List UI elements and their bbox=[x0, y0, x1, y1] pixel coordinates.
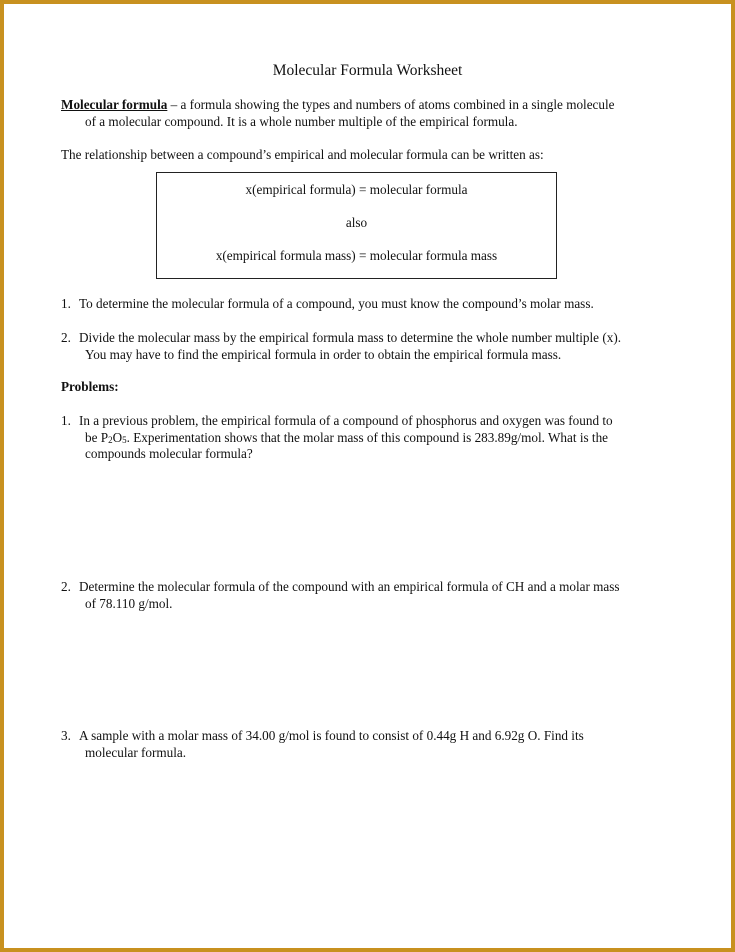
definition-line-1 bbox=[61, 97, 681, 114]
problem-number: 3. bbox=[61, 728, 71, 743]
definition-term: Molecular formula bbox=[61, 97, 168, 112]
problem-text-continued bbox=[61, 430, 691, 447]
problem-text-continued: of 78.110 g/mol. bbox=[85, 595, 173, 611]
problem-2 bbox=[61, 579, 691, 612]
problem-text: A sample with a molar mass of 34.00 g/mol is found to consist of 0.44g H and 6.92g O. Find its bbox=[79, 728, 584, 743]
note-1 bbox=[61, 296, 691, 313]
definition-line-2: of a molecular compound. It is a whole number multiple of the empirical formula. bbox=[85, 113, 518, 129]
note-text-continued: You may have to find the empirical formula in order to obtain the empirical formula mass. bbox=[85, 346, 562, 362]
problem-text-continued: compounds molecular formula? bbox=[85, 446, 253, 461]
note-number: 2. bbox=[61, 330, 71, 345]
formula-text: be P bbox=[85, 429, 109, 445]
definition-paragraph bbox=[61, 97, 681, 130]
problem-number: 2. bbox=[61, 579, 71, 594]
problem-number: 1. bbox=[61, 413, 71, 428]
note-text: Divide the molecular mass by the empirical formula mass to determine the whole number multiple (x). bbox=[79, 330, 622, 345]
formula-subscript: 5 bbox=[122, 434, 127, 445]
formula-box bbox=[156, 172, 557, 279]
formula-text: O bbox=[112, 429, 123, 445]
formula-box-line-1: x(empirical formula) = molecular formula bbox=[245, 182, 468, 197]
problem-text-continued: molecular formula. bbox=[85, 744, 187, 760]
problem-1 bbox=[61, 413, 691, 463]
problem-text: In a previous problem, the empirical formula of a compound of phosphorus and oxygen was found to bbox=[79, 413, 613, 428]
note-2 bbox=[61, 330, 691, 363]
formula-box-line-3: x(empirical formula mass) = molecular formula mass bbox=[215, 248, 498, 263]
definition-text: – a formula showing the types and numbers of atoms combined in a single molecule bbox=[167, 97, 615, 112]
relation-intro: The relationship between a compound’s empirical and molecular formula can be written as: bbox=[61, 147, 544, 162]
formula-box-line-2: also bbox=[345, 215, 368, 230]
note-text: To determine the molecular formula of a compound, you must know the compound’s molar mass. bbox=[79, 296, 594, 311]
page-title: Molecular Formula Worksheet bbox=[272, 62, 463, 79]
problem-3 bbox=[61, 728, 691, 761]
problems-heading: Problems: bbox=[61, 379, 119, 394]
formula-subscript: 2 bbox=[108, 434, 113, 445]
problem-text: Determine the molecular formula of the compound with an empirical formula of CH and a molar mass bbox=[79, 579, 620, 594]
note-number: 1. bbox=[61, 296, 71, 311]
problem-text: . Experimentation shows that the molar mass of this compound is 283.89g/mol. What is the bbox=[126, 429, 609, 445]
